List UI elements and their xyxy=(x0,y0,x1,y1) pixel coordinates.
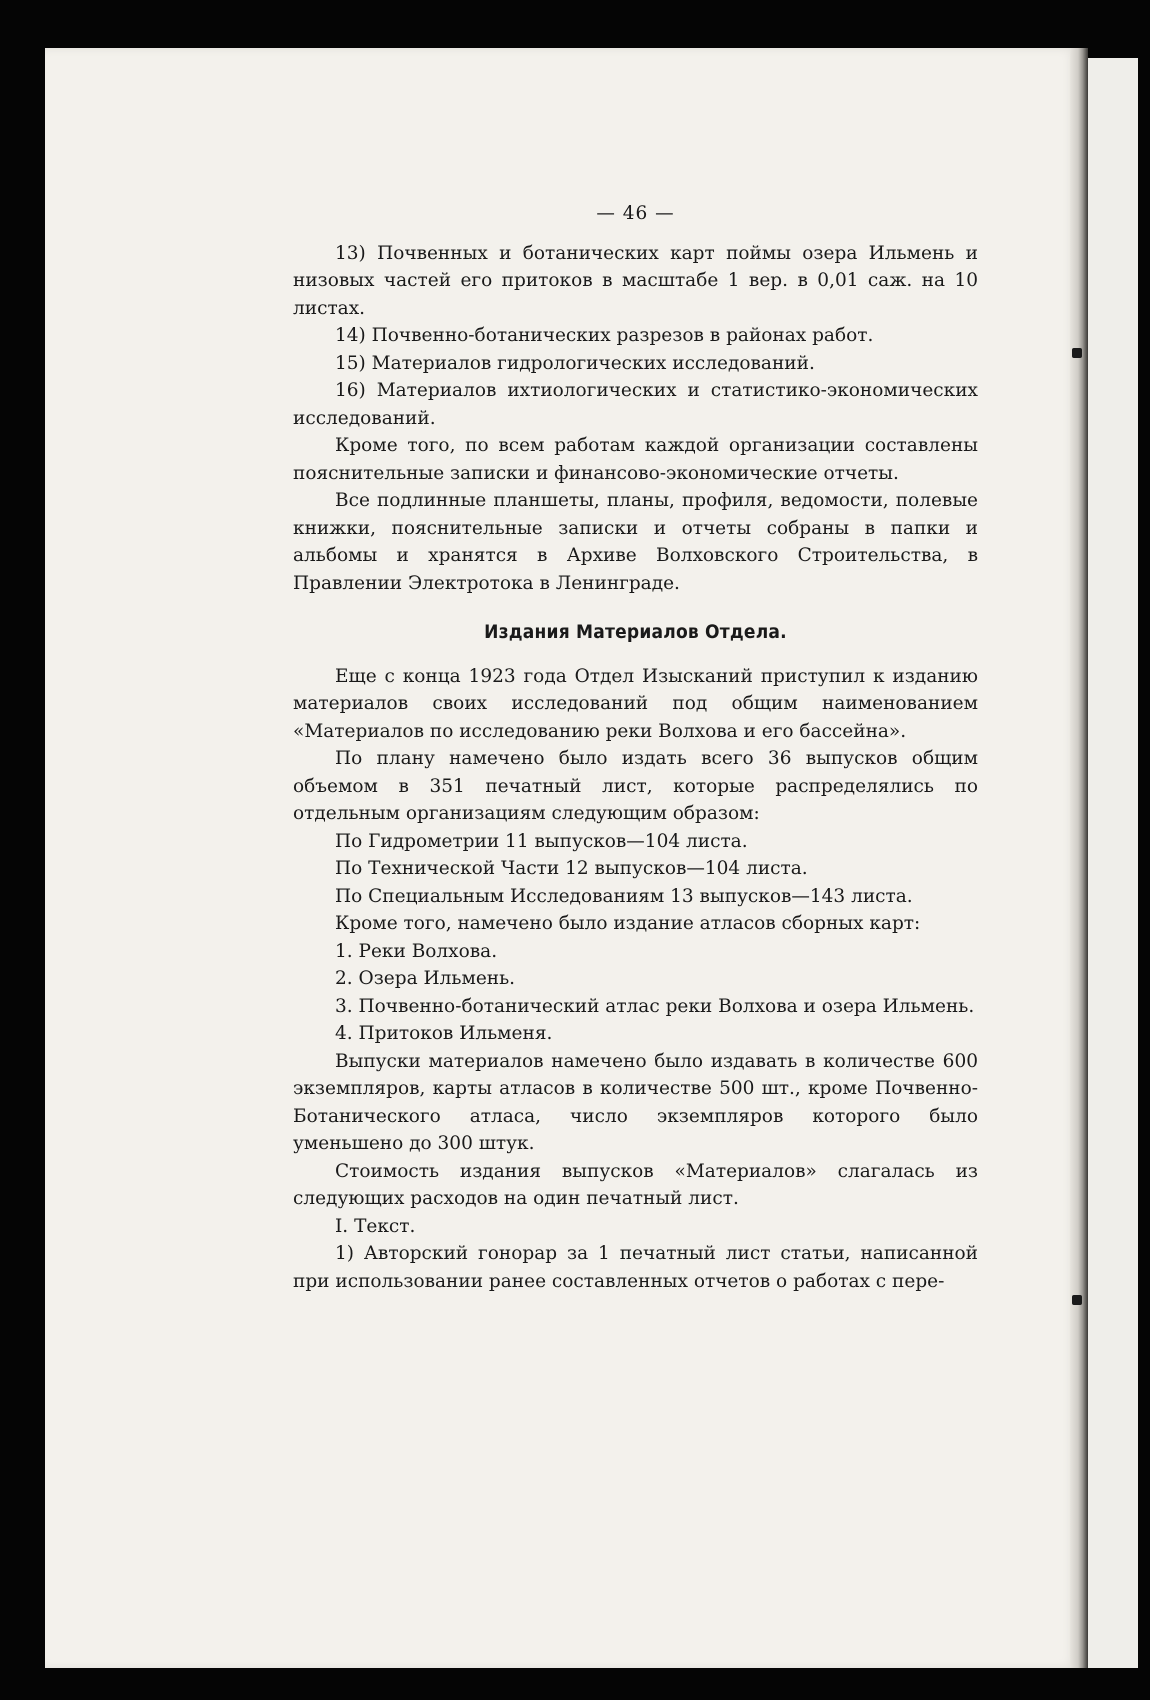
list-line: По Специальным Исследованиям 13 выпусков—143 листа. xyxy=(335,885,913,907)
book-gutter xyxy=(1070,48,1088,1668)
paragraph: Стоимость издания выпусков «Материалов» слагалась из следующих расходов на один печатный лист. xyxy=(293,1160,978,1209)
page-text xyxy=(293,200,978,1295)
paragraph: 1) Авторский гонорар за 1 печатный лист статьи, написанной при использовании ранее составленных отчетов о работах с пере- xyxy=(293,1243,978,1292)
paragraph: 14) Почвенно-ботанических разрезов в районах работ. xyxy=(335,325,874,346)
paragraph: 13) Почвенных и ботанических карт поймы озера Ильмень и низовых частей его притоков в масштабе 1 вер. в 0,01 саж. на 10 листах. xyxy=(293,242,978,319)
list-line: 3. Почвенно-ботанический атлас реки Волхова и озера Ильмень. xyxy=(335,995,975,1017)
paragraph: 16) Материалов ихтиологических и статистико-экономических исследований. xyxy=(293,380,978,429)
list-line: 1. Реки Волхова. xyxy=(335,940,498,962)
paragraph: Все подлинные планшеты, планы, профиля, ведомости, полевые книжки, пояснительные записки и отчеты собраны в папки и альбомы и хранятся в Архиве Волховского Строительства, в Правлении Электротока в Ленинграде. xyxy=(293,490,978,594)
section-heading: Издания Материалов Отдела. xyxy=(484,621,787,643)
list-line: I. Текст. xyxy=(335,1215,416,1237)
paragraph: По плану намечено было издать всего 36 выпусков общим объемом в 351 печатный лист, которые распределялись по отдельным организациям следующим образом: xyxy=(293,748,978,824)
paragraph: Кроме того, по всем работам каждой организации составлены пояснительные записки и финансово-экономические отчеты. xyxy=(293,435,978,484)
binding-mark xyxy=(1072,1295,1082,1305)
list-line: По Технической Части 12 выпусков—104 листа. xyxy=(335,858,808,879)
paragraph: Выпуски материалов намечено было издавать в количестве 600 экземпляров, карты атласов в количестве 500 шт., кроме Почвенно-Ботанического атласа, число экземпляров которого было уменьшено до 300 штук. xyxy=(293,1050,978,1154)
adjacent-page-edge xyxy=(1088,58,1138,1668)
list-line: По Гидрометрии 11 выпусков—104 листа. xyxy=(335,830,748,852)
list-line: Кроме того, намечено было издание атласов сборных карт: xyxy=(335,913,921,934)
list-line: 2. Озера Ильмень. xyxy=(335,968,516,989)
paragraph: 15) Материалов гидрологических исследований. xyxy=(335,352,815,374)
page-number: — 46 — xyxy=(596,203,675,224)
paragraph: Еще с конца 1923 года Отдел Изысканий приступил к изданию материалов своих исследований под общим наименованием «Материалов по исследованию реки Волхова и его бассейна». xyxy=(293,665,978,742)
list-line: 4. Притоков Ильменя. xyxy=(335,1023,553,1044)
binding-mark xyxy=(1072,348,1082,358)
